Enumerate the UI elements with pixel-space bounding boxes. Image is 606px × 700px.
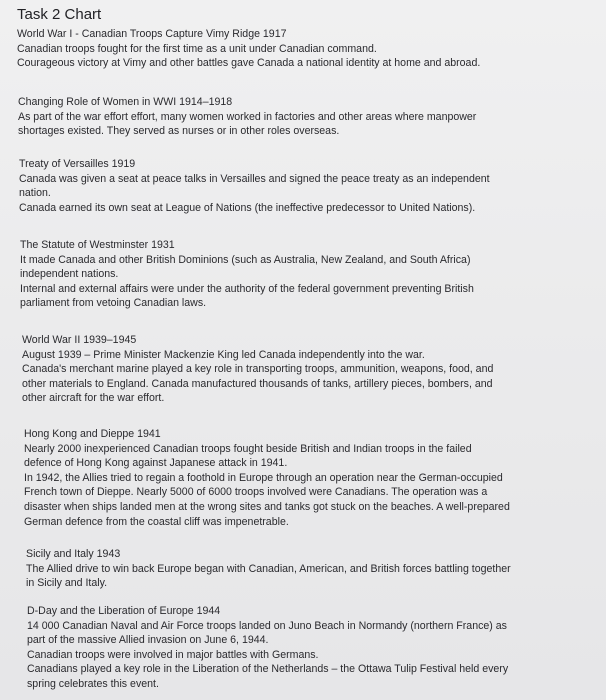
section-text: Canada's merchant marine played a key role in transporting troops, ammunition, weapons, food, and	[22, 363, 494, 376]
section-text: Nearly 2000 inexperienced Canadian troops fought beside British and Indian troops in the failed	[24, 442, 472, 455]
section-text: 14 000 Canadian Naval and Air Force troops landed on Juno Beach in Normandy (northern France) as	[27, 619, 507, 632]
section-statute-westminster	[20, 238, 590, 311]
section-text: As part of the war effort effort, many women worked in factories and other areas where manpower	[18, 110, 477, 123]
section-heading: Hong Kong and Dieppe 1941	[24, 428, 161, 440]
section-vimy-ridge	[17, 27, 587, 71]
section-heading: World War I - Canadian Troops Capture Vimy Ridge 1917	[17, 28, 287, 40]
section-text: Canada was given a seat at peace talks in Versailles and signed the peace treaty as an independent	[19, 172, 490, 185]
section-text: parliament from vetoing Canadian laws.	[20, 297, 207, 310]
section-world-war-ii	[22, 333, 592, 406]
section-text: other aircraft for the war effort.	[22, 392, 165, 405]
section-text: Canadian troops were involved in major battles with Germans.	[27, 648, 319, 661]
page-title: Task 2 Chart	[17, 6, 102, 23]
section-text: other materials to England. Canada manufactured thousands of tanks, artillery pieces, bombers, and	[22, 377, 493, 390]
section-text: in Sicily and Italy.	[26, 577, 108, 590]
section-text: Canadians played a key role in the Liberation of the Netherlands – the Ottawa Tulip Festival held every	[27, 663, 509, 676]
section-text: The Allied drive to win back Europe began with Canadian, American, and British forces battling together	[26, 562, 511, 575]
section-text: It made Canada and other British Dominions (such as Australia, New Zealand, and South Africa)	[20, 253, 471, 266]
section-text: German defence from the coastal cliff was impenetrable.	[24, 515, 289, 528]
section-hong-kong-dieppe	[24, 427, 594, 529]
section-text: disaster when ships landed men at the wrong sites and tanks got stuck on the beaches. A well-prepared	[24, 500, 510, 513]
section-text: Canada earned its own seat at League of Nations (the ineffective predecessor to United Nations).	[19, 201, 476, 214]
section-heading: Treaty of Versailles 1919	[19, 158, 136, 170]
section-sicily-italy	[26, 547, 596, 591]
section-text: independent nations.	[20, 268, 119, 281]
section-text: shortages existed. They served as nurses or in other roles overseas.	[18, 125, 340, 138]
section-d-day	[27, 604, 597, 692]
section-text: Canadian troops fought for the first time as a unit under Canadian command.	[17, 42, 377, 55]
section-text: part of the massive Allied invasion on June 6, 1944.	[27, 634, 269, 647]
section-text: spring celebrates this event.	[27, 677, 159, 690]
section-heading: Changing Role of Women in WWI 1914–1918	[18, 96, 233, 108]
section-text: Courageous victory at Vimy and other battles gave Canada a national identity at home and abroad.	[17, 57, 481, 70]
section-text: French town of Dieppe. Nearly 5000 of 6000 troops involved were Canadians. The operation was a	[24, 486, 488, 499]
section-heading: Sicily and Italy 1943	[26, 548, 121, 560]
section-heading: The Statute of Westminster 1931	[20, 239, 175, 251]
section-treaty-versailles	[19, 157, 589, 215]
section-text: Internal and external affairs were under the authority of the federal government preventing British	[20, 282, 474, 295]
section-heading: World War II 1939–1945	[22, 334, 137, 346]
section-text: August 1939 – Prime Minister Mackenzie King led Canada independently into the war.	[22, 348, 425, 361]
section-women-wwi	[18, 95, 588, 139]
section-text: nation.	[19, 187, 51, 200]
section-text: In 1942, the Allies tried to regain a foothold in Europe through an operation near the German-occupied	[24, 471, 503, 484]
section-text: defence of Hong Kong against Japanese attack in 1941.	[24, 457, 288, 470]
section-heading: D-Day and the Liberation of Europe 1944	[27, 605, 221, 617]
